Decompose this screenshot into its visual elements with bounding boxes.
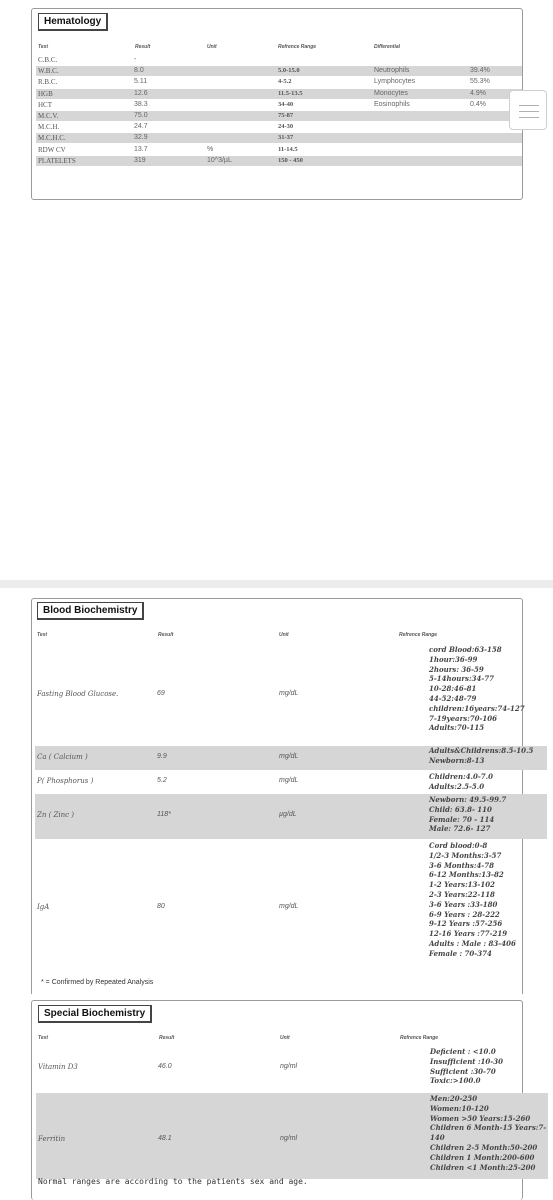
test-result: 38.3	[134, 100, 148, 108]
test-unit: ng/ml	[280, 1063, 298, 1070]
reference-line: Child: 63.8- 110	[429, 804, 492, 814]
test-result: 5.2	[157, 777, 167, 784]
test-name: W.B.C.	[38, 67, 59, 76]
table-row	[36, 100, 522, 110]
test-name: Ferritin	[38, 1135, 66, 1143]
blood-biochemistry-box	[31, 598, 534, 994]
reference-line: 12-16 Years :77-219	[429, 929, 508, 939]
reference-line: Adults : Male : 83-406	[429, 938, 516, 948]
reference-line: Women:10-120	[430, 1103, 489, 1113]
reference-line: 7-19years:70-106	[429, 713, 498, 723]
differential-name: Lymphocytes	[374, 78, 415, 86]
reference-line: Children:4.0-7.0	[429, 772, 493, 781]
table-row	[36, 55, 522, 65]
table-row	[36, 1093, 548, 1179]
test-name: Zn ( Zinc )	[37, 811, 75, 819]
reference-line: Toxic:>100.0	[430, 1076, 481, 1086]
differential-value: 55.3%	[470, 78, 490, 86]
test-name: P( Phosphorus )	[37, 777, 94, 785]
test-unit: ng/ml	[280, 1135, 298, 1142]
test-unit: mg/dL	[279, 690, 299, 697]
header-ref: Refrence Range	[278, 44, 317, 50]
reference-line: cord Blood:63-158	[429, 645, 502, 654]
reference-range	[429, 772, 493, 792]
reference-line: 2-3 Years:22-118	[429, 889, 495, 899]
reference-line: 6-12 Months:13-82	[429, 870, 504, 880]
test-name: Ca ( Calcium )	[37, 753, 88, 761]
reference-line: 1/2-3 Months:3-57	[429, 850, 502, 860]
header-ref: Refrence Range	[400, 1035, 439, 1041]
reference-line: 2hours: 36-59	[429, 664, 484, 674]
reference-range: 34-40	[278, 100, 294, 108]
reference-range: 5.0-15.0	[278, 67, 300, 75]
header-result: Result	[158, 632, 174, 638]
test-unit: 10^3/µL	[207, 156, 232, 164]
reference-line: Sufficient :30-70	[430, 1066, 496, 1076]
test-name: Fasting Blood Glucose.	[37, 690, 119, 698]
reference-line: 1hour:36-99	[429, 654, 478, 664]
test-name: IgA	[37, 903, 50, 911]
header-unit: Unit	[279, 632, 289, 638]
test-unit: mg/dL	[279, 753, 299, 760]
reference-range: 150 - 450	[278, 156, 303, 164]
differential-value: 0.4%	[470, 100, 486, 108]
test-result: 12.6	[134, 89, 148, 97]
reference-line: Men:20-250	[430, 1094, 478, 1103]
test-result: 46.0	[158, 1063, 172, 1070]
table-row	[35, 644, 547, 752]
reference-line: 10-28:46-81	[429, 684, 477, 694]
reference-range	[429, 645, 525, 733]
header-result: Result	[159, 1035, 175, 1041]
reference-range: 31-37	[278, 134, 294, 142]
reference-range: 11.5-13.5	[278, 89, 303, 97]
reference-range	[430, 1094, 546, 1172]
reference-line: children:16years:74-127	[429, 703, 525, 713]
header-unit: Unit	[280, 1035, 290, 1041]
blood-biochemistry-title: Blood Biochemistry	[37, 602, 144, 620]
test-name: M.C.V.	[38, 112, 59, 120]
reference-line: 44-52:48-79	[429, 693, 477, 703]
table-row	[36, 89, 522, 99]
test-result: 69	[157, 690, 165, 697]
reference-line: 1-2 Years:13-102	[429, 880, 495, 890]
reference-line: Women >50 Years:15-260	[430, 1113, 531, 1123]
test-name: C.B.C.	[38, 56, 58, 64]
reference-line: 3-6 Months:4-78	[429, 860, 494, 870]
hematology-box	[31, 8, 523, 200]
test-result: 118*	[157, 811, 171, 818]
test-result: 75.0	[134, 112, 148, 119]
reference-line: Adults:70-115	[429, 723, 485, 733]
confirmation-note: * = Confirmed by Repeated Analysis	[41, 979, 154, 986]
differential-value: 4.9%	[470, 89, 486, 97]
test-name: R.B.C.	[38, 78, 58, 87]
reference-line: Children <1 Month:25-200	[430, 1162, 536, 1172]
reference-range: 75-87	[278, 112, 294, 119]
test-result: 32.9	[134, 134, 148, 142]
test-name: HGB	[38, 89, 53, 98]
reference-line: 3-6 Years :33-180	[429, 899, 498, 909]
hamburger-menu-icon[interactable]	[509, 90, 547, 130]
table-row	[36, 77, 522, 87]
header-test: Test	[38, 1035, 49, 1041]
reference-line: Children 1 Month:200-600	[430, 1152, 535, 1162]
table-row	[36, 122, 522, 132]
reference-line: Female : 70-374	[429, 948, 492, 958]
test-name: M.C.H.C.	[38, 134, 66, 143]
test-unit: mg/dL	[279, 903, 299, 910]
test-result: -	[134, 56, 137, 63]
reference-range: 11-14.5	[278, 145, 298, 153]
table-row	[36, 66, 522, 76]
table-row	[35, 794, 547, 839]
table-row	[35, 839, 547, 975]
page-separator	[0, 580, 553, 588]
table-row	[36, 133, 522, 143]
reference-line: Newborn:8-13	[429, 755, 485, 765]
reference-line: Children 6 Month-15 Years:7-	[430, 1123, 547, 1133]
test-result: 9.9	[157, 753, 167, 760]
report-page-2	[0, 588, 553, 1200]
reference-line: 5-14hours:34-77	[429, 674, 494, 684]
reference-line: 140	[430, 1133, 445, 1143]
differential-name: Neutrophils	[374, 67, 410, 75]
test-name: HCT	[38, 100, 52, 109]
test-result: 24.7	[134, 123, 148, 131]
reference-line: 6-9 Years : 28-222	[429, 909, 500, 919]
reference-range	[430, 1047, 503, 1086]
reference-range: 4-5.2	[278, 78, 292, 86]
special-biochemistry-box	[31, 1000, 547, 1200]
normal-ranges-footer: Normal ranges are according to the patients sex and age.	[38, 1177, 308, 1186]
reference-line: Adults&Childrens:8.5-10.5	[429, 746, 534, 755]
test-result: 13.7	[134, 145, 148, 153]
test-result: 319	[134, 156, 146, 164]
reference-range: 24-30	[278, 123, 294, 131]
reference-line: Deficient : <10.0	[430, 1047, 496, 1056]
test-result: 48.1	[158, 1135, 172, 1142]
reference-range	[429, 841, 516, 959]
reference-range	[429, 746, 533, 766]
header-result: Result	[135, 44, 151, 50]
reference-line: Male: 72.6- 127	[429, 824, 491, 834]
table-row	[35, 746, 547, 770]
reference-range	[429, 795, 506, 834]
special-biochemistry-title: Special Biochemistry	[38, 1005, 152, 1023]
test-name: PLATELETS	[38, 156, 76, 165]
test-name: Vitamin D3	[38, 1063, 78, 1071]
table-row	[36, 156, 522, 166]
reference-line: Female: 70 - 114	[429, 814, 495, 824]
test-result: 5.11	[134, 78, 148, 86]
test-unit: mg/dL	[279, 777, 299, 784]
test-name: RDW CV	[38, 145, 66, 154]
reference-line: Cord blood:0-8	[429, 841, 488, 850]
table-row	[36, 1047, 548, 1093]
table-row	[35, 770, 547, 794]
header-ref: Refrence Range	[399, 632, 438, 638]
reference-line: Children 2-5 Month:50-200	[430, 1142, 538, 1152]
table-row	[36, 145, 522, 155]
test-result: 80	[157, 903, 165, 910]
header-test: Test	[38, 44, 49, 50]
hematology-title: Hematology	[38, 13, 108, 31]
header-unit: Unit	[207, 44, 217, 50]
test-result: 8.0	[134, 67, 144, 75]
test-unit: %	[207, 145, 214, 153]
header-test: Test	[37, 632, 48, 638]
reference-line: 9-12 Years :57-256	[429, 919, 503, 929]
differential-name: Monocytes	[374, 89, 408, 97]
differential-value: 39.4%	[470, 67, 490, 75]
table-row	[36, 111, 522, 121]
differential-name: Eosinophils	[374, 100, 410, 108]
report-page-1	[0, 0, 553, 580]
reference-line: Adults:2.5-5.0	[429, 781, 485, 791]
reference-line: Insufficient :10-30	[430, 1056, 503, 1066]
header-differential: Differential	[374, 44, 401, 50]
test-name: M.C.H.	[38, 123, 60, 132]
reference-line: Newborn: 49.5-99.7	[429, 795, 507, 804]
test-unit: µg/dL	[279, 811, 297, 818]
